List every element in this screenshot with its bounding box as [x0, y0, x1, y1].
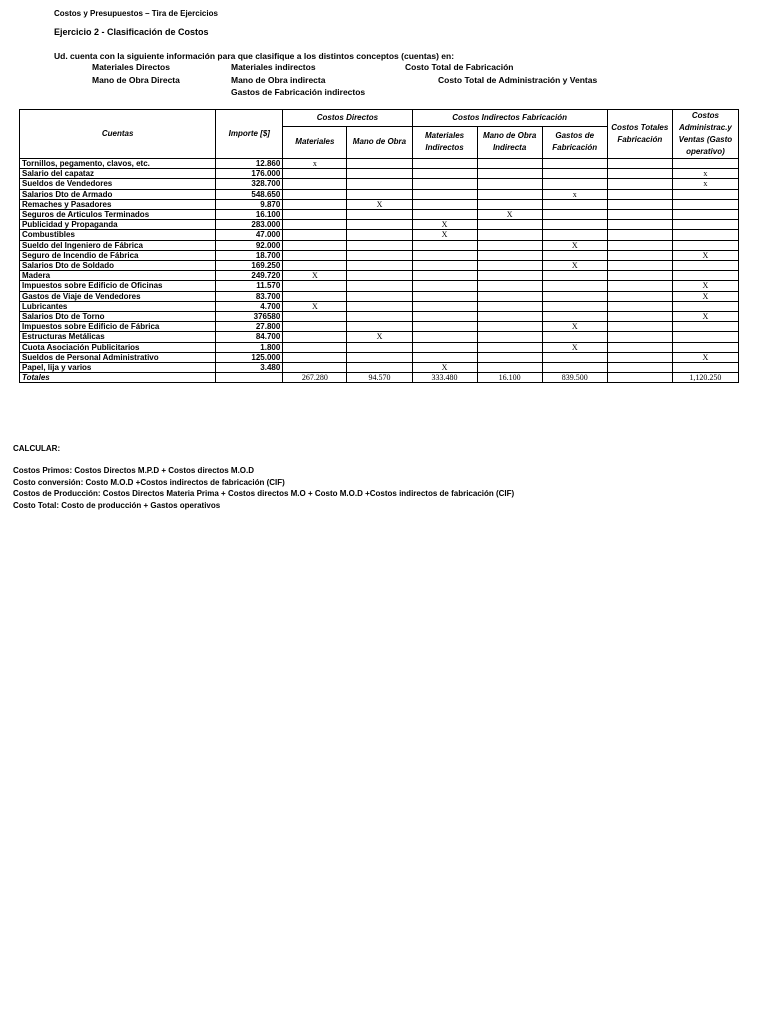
classification-mark: [283, 291, 347, 301]
col-cuentas: Cuentas: [20, 110, 216, 159]
classification-mark: [672, 363, 738, 373]
col-costos-totales: Costos Totales Fabricación: [607, 110, 672, 159]
classification-mark: [607, 301, 672, 311]
col-importe: Importe [$]: [216, 110, 283, 159]
account-name: Salarios Dto de Soldado: [20, 261, 216, 271]
classification-mark: [542, 179, 607, 189]
classification-mark: [477, 352, 542, 362]
classification-mark: X: [347, 199, 412, 209]
account-name: Seguros de Articulos Terminados: [20, 210, 216, 220]
classification-mark: [607, 199, 672, 209]
col-mano-obra-indirecta: Mano de Obra Indirecta: [477, 126, 542, 158]
classification-mark: [347, 291, 412, 301]
table-row: [20, 210, 739, 220]
classification-mark: [347, 281, 412, 291]
account-name: Papel, lija y varios: [20, 363, 216, 373]
classification-mark: [542, 250, 607, 260]
classification-mark: [283, 230, 347, 240]
classification-mark: [412, 301, 477, 311]
classification-mark: [347, 301, 412, 311]
classification-mark: [672, 220, 738, 230]
account-name: Salarios Dto de Armado: [20, 189, 216, 199]
classification-mark: [412, 240, 477, 250]
account-name: Remaches y Pasadores: [20, 199, 216, 209]
account-amount: 47.000: [216, 230, 283, 240]
classification-mark: [542, 220, 607, 230]
totals-value: 1,120.250: [672, 373, 738, 383]
classification-mark: [347, 271, 412, 281]
account-name: Estructuras Metálicas: [20, 332, 216, 342]
account-amount: 84.700: [216, 332, 283, 342]
classification-mark: X: [672, 281, 738, 291]
table-row: [20, 189, 739, 199]
exercise-title: Ejercicio 2 - Clasificación de Costos: [54, 27, 209, 37]
classification-mark: [542, 271, 607, 281]
classification-mark: [412, 189, 477, 199]
table-row: [20, 342, 739, 352]
classification-mark: [283, 220, 347, 230]
col-gastos-fabricacion: Gastos de Fabricación: [542, 126, 607, 158]
classification-mark: [477, 199, 542, 209]
account-name: Tornillos, pegamento, clavos, etc.: [20, 159, 216, 169]
classification-mark: [412, 250, 477, 260]
classification-mark: [283, 281, 347, 291]
classification-mark: [672, 322, 738, 332]
classification-mark: [477, 159, 542, 169]
totals-amount: [216, 373, 283, 383]
classification-mark: [542, 159, 607, 169]
classification-mark: x: [672, 179, 738, 189]
account-amount: 18.700: [216, 250, 283, 260]
classification-mark: X: [542, 322, 607, 332]
classification-mark: [477, 363, 542, 373]
formula-costo-total: Costo Total: Costo de producción + Gastos operativos: [13, 500, 221, 510]
account-amount: 11.570: [216, 281, 283, 291]
table-row: [20, 261, 739, 271]
formula-costo-conversion: Costo conversión: Costo M.O.D +Costos indirectos de fabricación (CIF): [13, 477, 285, 487]
classification-mark: [477, 240, 542, 250]
classification-mark: X: [542, 261, 607, 271]
classification-mark: [347, 342, 412, 352]
account-name: Sueldo del Ingeniero de Fábrica: [20, 240, 216, 250]
account-amount: 169.250: [216, 261, 283, 271]
classification-mark: [607, 363, 672, 373]
classification-mark: X: [672, 312, 738, 322]
account-amount: 328.700: [216, 179, 283, 189]
classification-mark: [607, 240, 672, 250]
classification-mark: [347, 189, 412, 199]
table-row: [20, 281, 739, 291]
account-amount: 176.000: [216, 169, 283, 179]
account-name: Seguro de Incendio de Fábrica: [20, 250, 216, 260]
account-name: Gastos de Viaje de Vendedores: [20, 291, 216, 301]
classification-mark: X: [672, 352, 738, 362]
classification-mark: [477, 179, 542, 189]
table-row: [20, 352, 739, 362]
classification-mark: [477, 230, 542, 240]
classification-mark: [477, 312, 542, 322]
classification-mark: [477, 301, 542, 311]
classification-mark: X: [283, 271, 347, 281]
classification-mark: X: [412, 220, 477, 230]
classification-mark: [412, 271, 477, 281]
classification-mark: [607, 169, 672, 179]
classification-mark: [542, 199, 607, 209]
totals-value: 94.570: [347, 373, 412, 383]
classification-mark: [412, 179, 477, 189]
category-materiales-directos: Materiales Directos: [92, 62, 170, 72]
category-costo-total-fabricacion: Costo Total de Fabricación: [405, 62, 514, 72]
account-name: Cuota Asociación Publicitarios: [20, 342, 216, 352]
classification-mark: [672, 210, 738, 220]
classification-mark: [607, 312, 672, 322]
formula-costos-produccion: Costos de Producción: Costos Directos Materia Prima + Costos directos M.O + Costo M.O.D +Costos indirectos de fabricación (CIF): [13, 489, 515, 498]
category-gastos-fabricacion: Gastos de Fabricación indirectos: [231, 87, 366, 97]
classification-mark: [477, 281, 542, 291]
classification-mark: [412, 352, 477, 362]
classification-mark: [347, 169, 412, 179]
classification-mark: [347, 363, 412, 373]
classification-mark: X: [283, 301, 347, 311]
classification-mark: [477, 342, 542, 352]
classification-mark: [283, 179, 347, 189]
classification-mark: [283, 312, 347, 322]
table-row: [20, 250, 739, 260]
classification-mark: [607, 220, 672, 230]
classification-mark: [347, 261, 412, 271]
classification-mark: [412, 159, 477, 169]
col-costos-admin: Costos Administrac.y Ventas (Gasto operativo): [672, 110, 738, 159]
classification-mark: [412, 261, 477, 271]
table-row: [20, 230, 739, 240]
totals-value: [607, 373, 672, 383]
account-name: Impuestos sobre Edificio de Oficinas: [20, 281, 216, 291]
table-row: [20, 159, 739, 169]
classification-mark: [412, 332, 477, 342]
classification-mark: [347, 210, 412, 220]
classification-mark: [542, 363, 607, 373]
totals-label: Totales: [20, 373, 216, 383]
classification-mark: [607, 179, 672, 189]
classification-mark: x: [672, 169, 738, 179]
classification-mark: [283, 342, 347, 352]
classification-mark: [347, 159, 412, 169]
classification-mark: [607, 250, 672, 260]
account-name: Publicidad y Propaganda: [20, 220, 216, 230]
col-materiales: Materiales: [283, 126, 347, 158]
classification-mark: [672, 230, 738, 240]
classification-mark: [542, 291, 607, 301]
classification-mark: [283, 189, 347, 199]
classification-mark: [542, 301, 607, 311]
totals-value: 839.500: [542, 373, 607, 383]
category-costo-total-admin: Costo Total de Administración y Ventas: [438, 75, 598, 85]
classification-mark: [607, 291, 672, 301]
classification-mark: X: [672, 250, 738, 260]
classification-mark: [477, 291, 542, 301]
classification-mark: [283, 250, 347, 260]
classification-mark: [347, 230, 412, 240]
table-row: [20, 199, 739, 209]
classification-mark: [607, 189, 672, 199]
table-row: [20, 271, 739, 281]
col-group-costos-directos: Costos Directos: [283, 110, 412, 127]
classification-mark: [607, 271, 672, 281]
classification-mark: [412, 312, 477, 322]
classification-mark: [283, 210, 347, 220]
table-row: [20, 240, 739, 250]
classification-mark: [607, 261, 672, 271]
account-name: Impuestos sobre Edificio de Fábrica: [20, 322, 216, 332]
classification-mark: [412, 322, 477, 332]
classification-mark: [283, 240, 347, 250]
account-amount: 9.870: [216, 199, 283, 209]
classification-mark: [607, 210, 672, 220]
classification-mark: [477, 169, 542, 179]
classification-mark: [477, 332, 542, 342]
classification-mark: X: [672, 291, 738, 301]
classification-mark: [412, 281, 477, 291]
classification-mark: [542, 169, 607, 179]
classification-mark: [672, 301, 738, 311]
classification-mark: X: [412, 363, 477, 373]
classification-mark: [283, 363, 347, 373]
account-name: Combustibles: [20, 230, 216, 240]
account-name: Sueldos de Personal Administrativo: [20, 352, 216, 362]
table-row: [20, 220, 739, 230]
account-amount: 548.650: [216, 189, 283, 199]
table-row: [20, 179, 739, 189]
classification-mark: [607, 159, 672, 169]
totals-value: 16.100: [477, 373, 542, 383]
calcular-title: CALCULAR:: [13, 444, 61, 453]
classification-mark: [672, 189, 738, 199]
classification-mark: [412, 169, 477, 179]
classification-mark: X: [347, 332, 412, 342]
category-materiales-indirectos: Materiales indirectos: [231, 62, 316, 72]
classification-mark: [347, 250, 412, 260]
classification-mark: [347, 220, 412, 230]
classification-mark: [477, 261, 542, 271]
classification-mark: [283, 169, 347, 179]
classification-mark: [412, 210, 477, 220]
account-name: Lubricantes: [20, 301, 216, 311]
classification-mark: [672, 271, 738, 281]
classification-mark: [347, 322, 412, 332]
classification-mark: [542, 210, 607, 220]
classification-mark: [542, 352, 607, 362]
table-row: [20, 301, 739, 311]
table-row: [20, 363, 739, 373]
totals-value: 267.280: [283, 373, 347, 383]
formulas-block: [13, 465, 514, 511]
account-amount: 16.100: [216, 210, 283, 220]
table-row: [20, 322, 739, 332]
classification-mark: X: [542, 240, 607, 250]
col-materiales-indirectos: Materiales Indirectos: [412, 126, 477, 158]
classification-mark: [607, 342, 672, 352]
classification-mark: [672, 199, 738, 209]
classification-mark: X: [542, 342, 607, 352]
account-amount: 4.700: [216, 301, 283, 311]
account-name: Salarios Dto de Torno: [20, 312, 216, 322]
classification-mark: [607, 230, 672, 240]
table-row: [20, 332, 739, 342]
classification-mark: [283, 352, 347, 362]
formula-costos-primos: Costos Primos: Costos Directos M.P.D + Costos directos M.O.D: [13, 466, 255, 475]
classification-mark: [477, 189, 542, 199]
category-mano-obra-indirecta: Mano de Obra indirecta: [231, 75, 326, 85]
account-amount: 376580: [216, 312, 283, 322]
classification-mark: [283, 332, 347, 342]
classification-mark: [477, 322, 542, 332]
intro-text: Ud. cuenta con la siguiente información para que clasifique a los distintos conceptos (cuentas) en:: [54, 51, 455, 61]
account-amount: 92.000: [216, 240, 283, 250]
classification-mark: [283, 322, 347, 332]
account-amount: 1.800: [216, 342, 283, 352]
account-amount: 83.700: [216, 291, 283, 301]
classification-mark: [672, 261, 738, 271]
account-name: Madera: [20, 271, 216, 281]
account-amount: 27.800: [216, 322, 283, 332]
classification-mark: [283, 261, 347, 271]
classification-table: [19, 109, 739, 383]
account-amount: 249.720: [216, 271, 283, 281]
account-name: Sueldos de Vendedores: [20, 179, 216, 189]
classification-mark: [412, 291, 477, 301]
category-mano-obra-directa: Mano de Obra Directa: [92, 75, 180, 85]
table-row: [20, 169, 739, 179]
totals-row: [20, 373, 739, 383]
classification-mark: [672, 240, 738, 250]
classification-mark: [607, 332, 672, 342]
table-row: [20, 291, 739, 301]
classification-mark: [672, 159, 738, 169]
classification-mark: x: [542, 189, 607, 199]
account-amount: 12.860: [216, 159, 283, 169]
classification-mark: [477, 220, 542, 230]
classification-mark: [477, 271, 542, 281]
classification-mark: [283, 199, 347, 209]
classification-mark: [542, 332, 607, 342]
account-amount: 283.000: [216, 220, 283, 230]
classification-mark: [347, 179, 412, 189]
classification-mark: X: [477, 210, 542, 220]
classification-mark: [607, 281, 672, 291]
classification-mark: X: [412, 230, 477, 240]
classification-mark: [607, 322, 672, 332]
classification-mark: [542, 230, 607, 240]
document-header: Costos y Presupuestos – Tira de Ejercicios: [54, 9, 218, 18]
classification-mark: [412, 199, 477, 209]
col-mano-obra: Mano de Obra: [347, 126, 412, 158]
classification-mark: [347, 312, 412, 322]
table-row: [20, 312, 739, 322]
classification-mark: [672, 342, 738, 352]
classification-mark: [347, 240, 412, 250]
classification-mark: [347, 352, 412, 362]
classification-mark: [607, 352, 672, 362]
classification-mark: [412, 342, 477, 352]
classification-mark: [477, 250, 542, 260]
totals-value: 333.480: [412, 373, 477, 383]
account-name: Salario del capataz: [20, 169, 216, 179]
classification-mark: [672, 332, 738, 342]
classification-mark: [542, 312, 607, 322]
account-amount: 3.480: [216, 363, 283, 373]
classification-mark: x: [283, 159, 347, 169]
classification-mark: [542, 281, 607, 291]
col-group-costos-indirectos: Costos Indirectos Fabricación: [412, 110, 607, 127]
account-amount: 125.000: [216, 352, 283, 362]
